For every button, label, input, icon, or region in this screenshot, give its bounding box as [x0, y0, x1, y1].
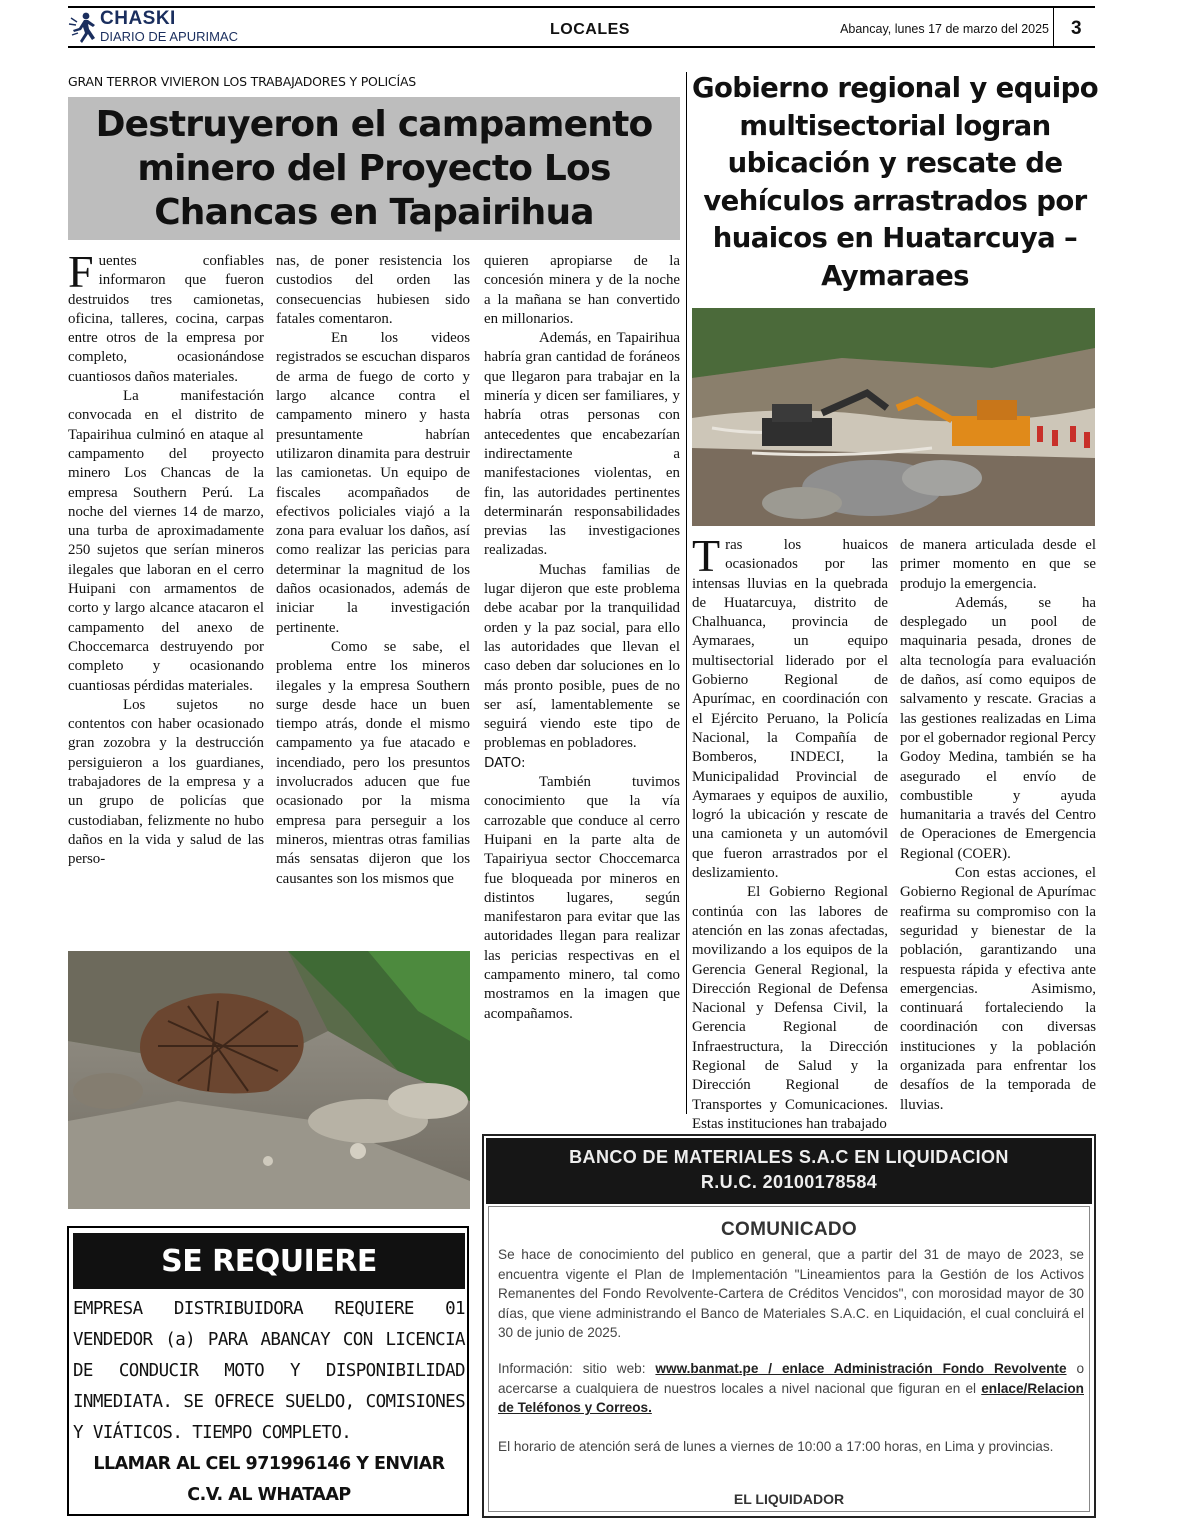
- story1-paragraph-3b: nas, de poner resistencia los custodios del orden las consecuencias hubiesen sido fatales comentaron.: [276, 253, 470, 327]
- story1-kicker: GRAN TERROR VIVIERON LOS TRABAJADORES Y POLICÍAS: [68, 74, 417, 89]
- banco-ad-paragraph-2: Información: sitio web: www.banmat.pe / enlace Administración Fondo Revolvente o acercarse a cualquiera de nuestros locales a nivel nacional que figuran en el enlace/Relacion de Teléfonos y Correos.: [498, 1361, 1084, 1415]
- story1-dropcap: F: [68, 246, 94, 297]
- story2-paragraph-2b: de manera articulada desde el primer momento en que se produjo la emergencia.: [900, 537, 1096, 592]
- banco-ad-paragraph-3: El horario de atención será de lunes a viernes de 10:00 a 17:00 horas, en Lima y provincias.: [498, 1439, 1054, 1454]
- story1-paragraph-5b: quieren apropiarse de la concesión minera y de la noche a la mañana se han convertido en millonarios.: [484, 253, 680, 327]
- column-gutter-rule: [686, 72, 687, 1114]
- story2-paragraph-4: Con estas acciones, el Gobierno Regional de Apurímac reafirma su compromiso con la seguridad y bienestar de la población, garantizando una respuesta rápida y efectiva ante emergencias. Asimismo, continuará fortaleciendo la coordinación con diversas instituciones y la población organizada para enfrentar los desafíos de la temporada de lluvias.: [900, 865, 1096, 1113]
- story1-paragraph-4: En los videos registrados se escuchan disparos de arma de fuego de corto y largo alcance contra el campamento minero y hasta presuntamente habrían utilizaron dinamita para destruir las camionetas. Un equipo de fiscales acompañados de efectivos policiales viajó a la zona para evaluar los daños, así como realizar las pericias para determinar la magnitud de los daños ocasionados, además de iniciar la investigación pertinente.: [276, 330, 470, 636]
- job-ad-title: SE REQUIERE: [73, 1233, 465, 1289]
- story2-column-1: [692, 530, 888, 1134]
- issue-date: Abancay, lunes 17 de marzo del 2025: [840, 22, 1049, 36]
- banco-ad-body: [488, 1206, 1090, 1512]
- story1-dato-text: También tuvimos conocimiento que la vía carrozable que conduce al cerro Huipani en la parte alta de Tapairiyua sector Choccemarca fue bloqueada por mineros en distintos lugares, según manifestaron para evitar que las autoridades llegan para realizar las pericias respectivas en el campamento minero, tal como mostramos en la imagen que acompañamos.: [484, 774, 680, 1022]
- rescue-excavators-photo: [692, 308, 1095, 526]
- banco-ad-ruc: R.U.C. 20100178584: [700, 1172, 878, 1192]
- chaski-runner-logo-icon: [68, 10, 98, 46]
- banco-materiales-ad: [482, 1134, 1096, 1518]
- story1-paragraph-6: Además, en Tapairihua habría gran cantidad de foráneos que llegaron para trabajar en la minería y dicen ser familiares, y habría otras personas con antecedentes que encabezarían indirectamente a manifestaciones violentas, en fin, las autoridades pertinentes determinarán responsabilidades previas las investigaciones realizadas.: [484, 330, 680, 559]
- story2-paragraph-2a: El Gobierno Regional continúa con las labores de atención en las zonas afectadas, movilizando a los equipos de la Gerencia General Regional, la Dirección Regional de Defensa Nacional y Defensa Civil, la Gerencia Regional de Infraestructura, la Dirección Regional de Salud y la Dirección Regional de Transportes y Comunicaciones. Estas instituciones han trabajado: [692, 884, 888, 1132]
- story2-headline: Gobierno regional y equipo multisectorial logran ubicación y rescate de vehículos arrastrados por huaicos en Huatarcuya – Aymaraes: [691, 72, 1098, 292]
- masthead: [68, 6, 1095, 48]
- story2-column-2: [900, 536, 1096, 1115]
- blocked-road-photo: [68, 951, 470, 1209]
- story1-paragraph-5a: Como se sabe, el problema entre los mineros ilegales y la empresa Southern surge desde hace un buen tiempo atrás, donde el mismo campamento ya fue atacado e incendiado, pero los presuntos involucrados aducen que fue ocasionado por la misma empresa para perseguir a los mineros, mientras otras familias más sensatas dijeron que los causantes son los mismos que: [276, 638, 470, 887]
- story1-headline-box: [68, 97, 680, 240]
- job-ad-box: [67, 1226, 469, 1516]
- page-number-divider: [1053, 8, 1054, 46]
- story1-column-1: [68, 246, 264, 870]
- job-ad-body: EMPRESA DISTRIBUIDORA REQUIERE 01 VENDEDOR (a) PARA ABANCAY CON LICENCIA DE CONDUCIR MOTO Y DISPONIBILIDAD INMEDIATA. SE OFRECE SUELDO, COMISIONES Y VIÁTICOS. TIEMPO COMPLETO.: [73, 1299, 465, 1443]
- story1-paragraph-7: Muchas familias de lugar dijeron que este problema debe acabar por la tranquilidad orden y la paz social, para ello las autoridades que llevan el caso deben dar soluciones en lo más pronto posible, pues de no ser así, lamentablemente se seguirá viendo este tipo de problemas en pobladores.: [484, 561, 680, 752]
- story2-paragraph-1: Tras los huaicos ocasionados por las intensas lluvias en la quebrada de Huatarcuya, distrito de Chalhuanca, provincia de Aymaraes, un equipo multisectorial liderado por el Gobierno Regional de Apurímac, en coordinación con el Ejército Peruano, la Policía Nacional, la Compañía de Bomberos, INDECI, la Municipalidad Provincial de Aymaraes y equipos de auxilio, logró la ubicación y rescate de una camioneta y un automóvil que fueron arrastrados por el deslizamiento.: [692, 530, 888, 882]
- banco-website-link[interactable]: www.banmat.pe / enlace Administración Fondo Revolvente: [655, 1361, 1067, 1376]
- story1-paragraph-1: Fuentes confiables informaron que fueron destruidos tres camionetas, oficina, talleres, cocina, carpas entre otros de la empresa por completo, ocasionándose cuantiosos daños materiales.: [68, 246, 264, 385]
- story2-paragraph-3: Además, se ha desplegado un pool de maquinaria pesada, drones de alta tecnología para evaluación de daños, así como equipos de salvamento y rescate. Gracias a las gestiones realizadas en Lima por el gobernador regional Percy Godoy Medina, también se ha asegurado el envío de combustible y ayuda humanitaria a través del Centro de Operaciones de Emergencia Regional (COER).: [900, 594, 1096, 862]
- story1-dato-label: DATO:: [484, 754, 526, 771]
- page-number: 3: [1071, 18, 1082, 39]
- story1-column-3: [484, 252, 680, 1024]
- story1-column-2: [276, 252, 470, 889]
- section-name: LOCALES: [550, 21, 630, 38]
- story1-paragraph-3a: Los sujetos no contentos con haber ocasionado gran zozobra y la destrucción persiguieron a los guardianes, trabajadores de la empresa y a un grupo de policías que custodiaban, felizmente no hubo daños en la vida y salud de las perso-: [68, 696, 264, 868]
- banco-ad-name: BANCO DE MATERIALES S.A.C EN LIQUIDACION: [569, 1147, 1009, 1167]
- banco-ad-title: COMUNICADO: [721, 1219, 857, 1240]
- story1-headline: Destruyeron el campamento minero del Proyecto Los Chancas en Tapairihua: [95, 103, 653, 233]
- banco-ad-paragraph-1: Se hace de conocimiento del publico en general, que a partir del 31 de mayo de 2023, se encuentra vigente el Plan de Implementación "Lineamientos para la Gestión de los Activos Remanentes del Fondo Revolvente-Cartera de Créditos Vencidos", con morosidad mayor de 30 días, que viene administrando el Banco de Materiales S.A.C. en Liquidación, el cual concluirá el 30 de junio de 2025.: [498, 1247, 1084, 1340]
- story1-paragraph-2: La manifestación convocada en el distrito de Tapairihua culminó en ataque al campamento del proyecto minero Los Chancas de la empresa Southern Perú. La noche del viernes 14 de marzo, una turba de aproximadamente 250 sujetos que serían mineros ilegales que laboran en el cerro Huipani con armamentos de corto y largo alcance atacaron el campamento del anexo de Choccemarca destruyendo por completo y ocasionando cuantiosas pérdidas materiales.: [68, 388, 264, 694]
- brand-name: CHASKI: [100, 8, 176, 29]
- banco-contacts-link[interactable]: enlace/Relacion de Teléfonos y Correos.: [498, 1380, 1084, 1415]
- banco-ad-signature: EL LIQUIDADOR: [733, 1491, 845, 1507]
- banco-ad-header: [486, 1138, 1092, 1204]
- story2-dropcap: T: [692, 530, 721, 581]
- job-ad-contact: LLAMAR AL CEL 971996146 Y ENVIAR C.V. AL WHATAAP: [93, 1454, 445, 1505]
- brand-subtitle: DIARIO DE APURIMAC: [100, 29, 238, 44]
